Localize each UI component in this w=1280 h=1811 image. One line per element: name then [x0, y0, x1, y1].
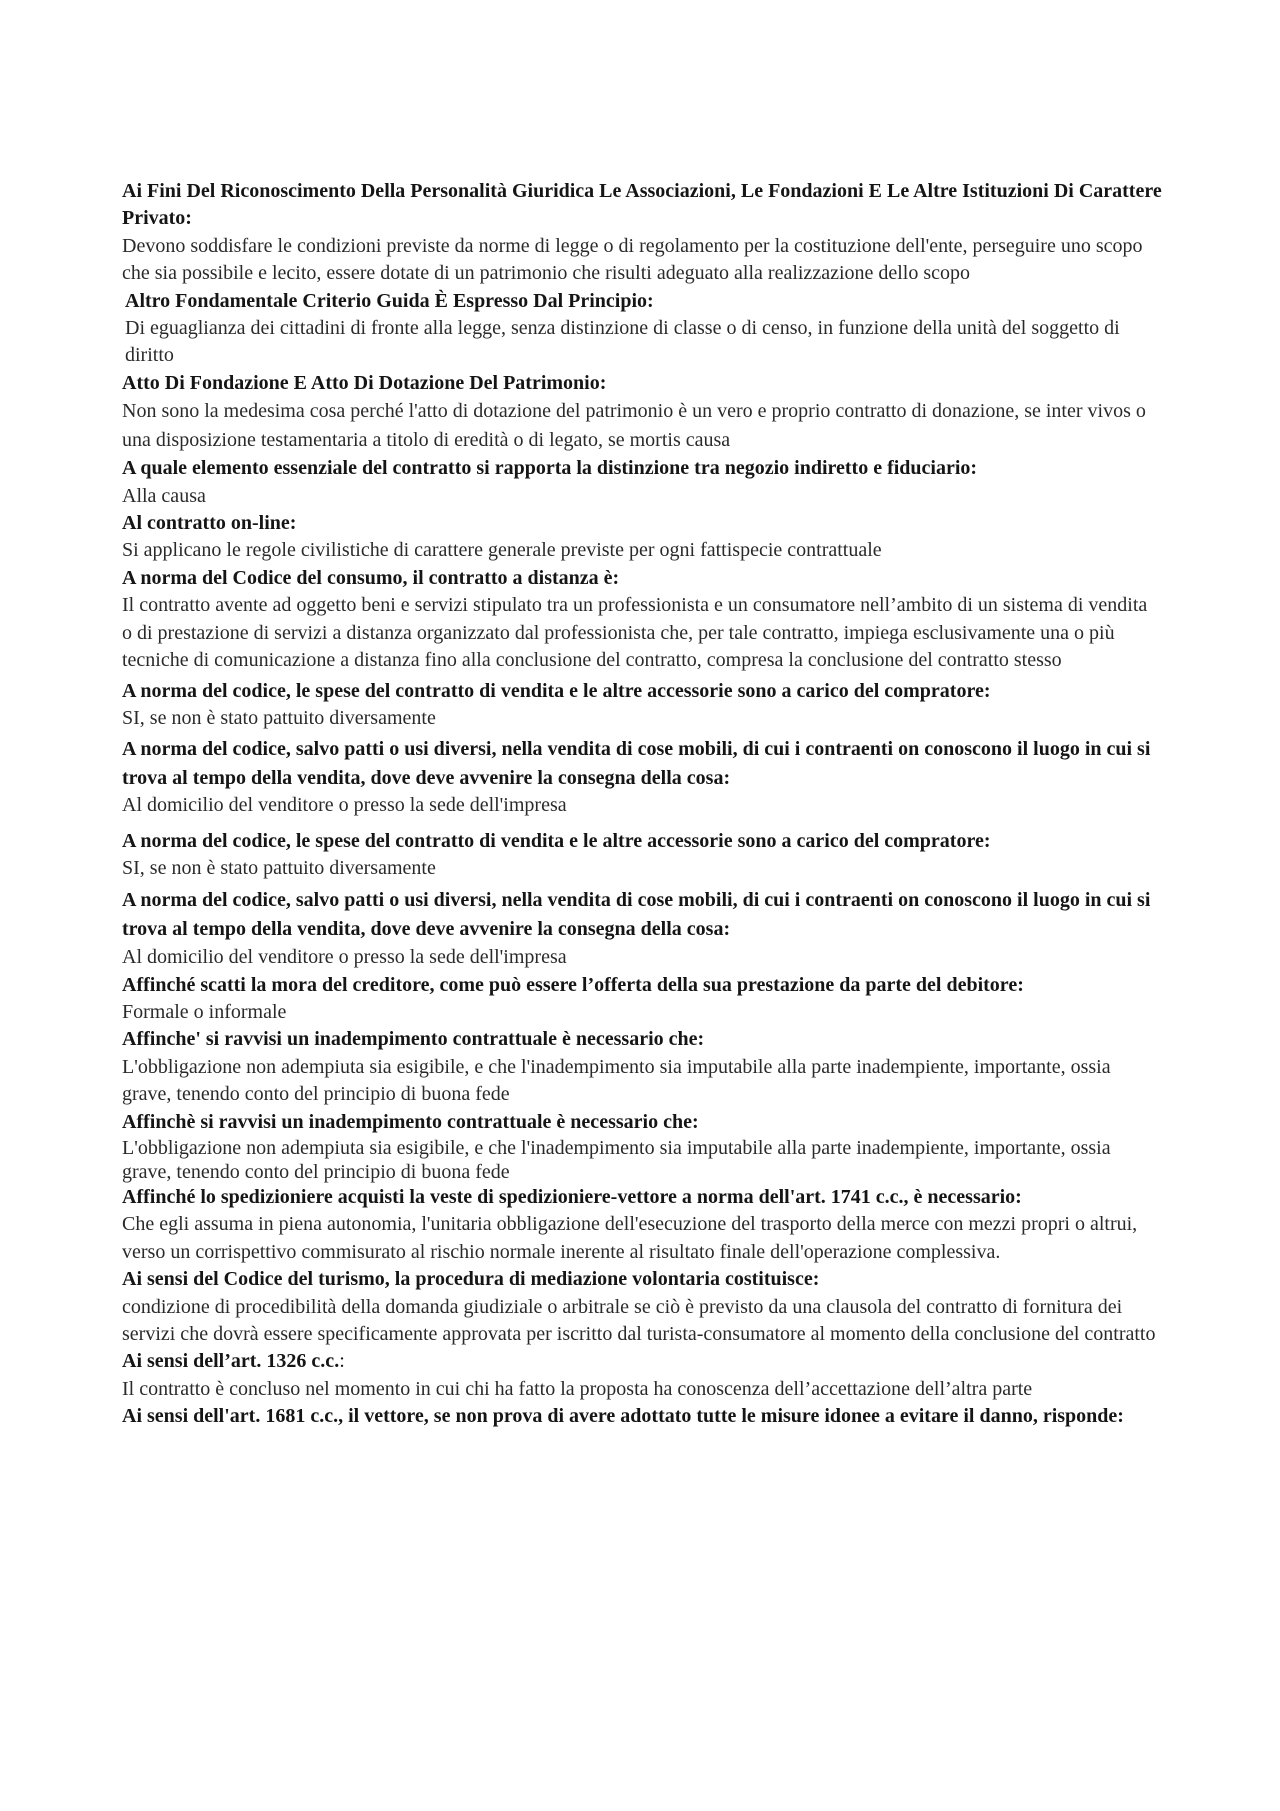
- question: A norma del codice, salvo patti o usi diversi, nella vendita di cose mobili, di cui i contraenti on conoscono il luogo in cui si trova al tempo della vendita, dove deve avvenire la consegna della cosa:: [122, 888, 1151, 940]
- answer: Al domicilio del venditore o presso la sede dell'impresa: [122, 945, 567, 968]
- answer: SI, se non è stato pattuito diversamente: [122, 706, 436, 729]
- answer: Al domicilio del venditore o presso la sede dell'impresa: [122, 794, 567, 817]
- question-label: Ai sensi dell’art. 1326 c.c.: [122, 1350, 340, 1373]
- answer: Formale o informale: [122, 1000, 287, 1023]
- answer: Il contratto avente ad oggetto beni e servizi stipulato tra un professionista e un consumatore nell’ambito di un sistema di vendita o di prestazione di servizi a distanza organizzato dal professionista che, per tale contratto, impiega esclusivamente una o più tecniche di comunicazione a distanza fino alla conclusione del contratto, compresa la conclusione del contratto stesso: [122, 594, 1148, 672]
- question: Al contratto on-line:: [122, 512, 297, 535]
- answer: Non sono la medesima cosa perché l'atto di dotazione del patrimonio è un vero e proprio contratto di donazione, se inter vivos o una disposizione testamentaria a titolo di eredità o di legato, se mortis causa: [122, 400, 1146, 452]
- question: Altro Fondamentale Criterio Guida È Espresso Dal Principio:: [125, 289, 654, 312]
- question: Ai sensi dell'art. 1681 c.c., il vettore, se non prova di avere adottato tutte le misure idonee a evitare il danno, risponde:: [122, 1405, 1124, 1428]
- answer: Che egli assuma in piena autonomia, l'unitaria obbligazione dell'esecuzione del trasporto della merce con mezzi propri o altrui, verso un corrispettivo commisurato al rischio normale inerente al risultato finale dell'operazione complessiva.: [122, 1213, 1138, 1263]
- question: A quale elemento essenziale del contratto si rapporta la distinzione tra negozio indiretto e fiduciario:: [122, 457, 978, 480]
- answer: L'obbligazione non adempiuta sia esigibile, e che l'inadempimento sia imputabile alla parte inadempiente, importante, ossia grave, tenendo conto del principio di buona fede: [122, 1136, 1111, 1183]
- answer: condizione di procedibilità della domanda giudiziale o arbitrale se ciò è previsto da una clausola del contratto di fornitura dei servizi che dovrà essere specificamente approvata per iscritto dal turista-consumatore al momento della conclusione del contratto: [122, 1295, 1156, 1345]
- answer: Alla causa: [122, 484, 206, 507]
- question-colon: :: [339, 1350, 345, 1373]
- question: A norma del Codice del consumo, il contratto a distanza è:: [122, 566, 620, 589]
- question: Ai sensi del Codice del turismo, la procedura di mediazione volontaria costituisce:: [122, 1268, 820, 1291]
- question: Affinché scatti la mora del creditore, come può essere l’offerta della sua prestazione da parte del debitore:: [122, 973, 1024, 996]
- question: A norma del codice, le spese del contratto di vendita e le altre accessorie sono a carico del compratore:: [122, 829, 991, 852]
- question: Affinchè si ravvisi un inadempimento contrattuale è necessario che:: [122, 1110, 699, 1133]
- answer: Si applicano le regole civilistiche di carattere generale previste per ogni fattispecie contrattuale: [122, 539, 882, 562]
- question: [122, 1348, 1162, 1375]
- question: Atto Di Fondazione E Atto Di Dotazione Del Patrimonio:: [122, 371, 607, 394]
- question: Ai Fini Del Riconoscimento Della Personalità Giuridica Le Associazioni, Le Fondazioni E Le Altre Istituzioni Di Carattere Privato:: [122, 180, 1162, 230]
- question: Affinche' si ravvisi un inadempimento contrattuale è necessario che:: [122, 1028, 705, 1051]
- answer: SI, se non è stato pattuito diversamente: [122, 857, 436, 880]
- question: A norma del codice, salvo patti o usi diversi, nella vendita di cose mobili, di cui i contraenti on conoscono il luogo in cui si trova al tempo della vendita, dove deve avvenire la consegna della cosa:: [122, 738, 1151, 789]
- answer: L'obbligazione non adempiuta sia esigibile, e che l'inadempimento sia imputabile alla parte inadempiente, importante, ossia grave, tenendo conto del principio di buona fede: [122, 1055, 1111, 1106]
- answer: Di eguaglianza dei cittadini di fronte alla legge, senza distinzione di classe o di censo, in funzione della unità del soggetto di diritto: [125, 317, 1120, 367]
- question: A norma del codice, le spese del contratto di vendita e le altre accessorie sono a carico del compratore:: [122, 679, 991, 702]
- question: Affinché lo spedizioniere acquisti la veste di spedizioniere-vettore a norma dell'art. 1741 c.c., è necessario:: [122, 1185, 1022, 1208]
- document-page: [122, 178, 1162, 1431]
- answer: Devono soddisfare le condizioni previste da norme di legge o di regolamento per la costituzione dell'ente, perseguire uno scopo che sia possibile e lecito, essere dotate di un patrimonio che risulti adeguato alla realizzazione dello scopo: [122, 234, 1143, 285]
- answer: Il contratto è concluso nel momento in cui chi ha fatto la proposta ha conoscenza dell’accettazione dell’altra parte: [122, 1377, 1033, 1400]
